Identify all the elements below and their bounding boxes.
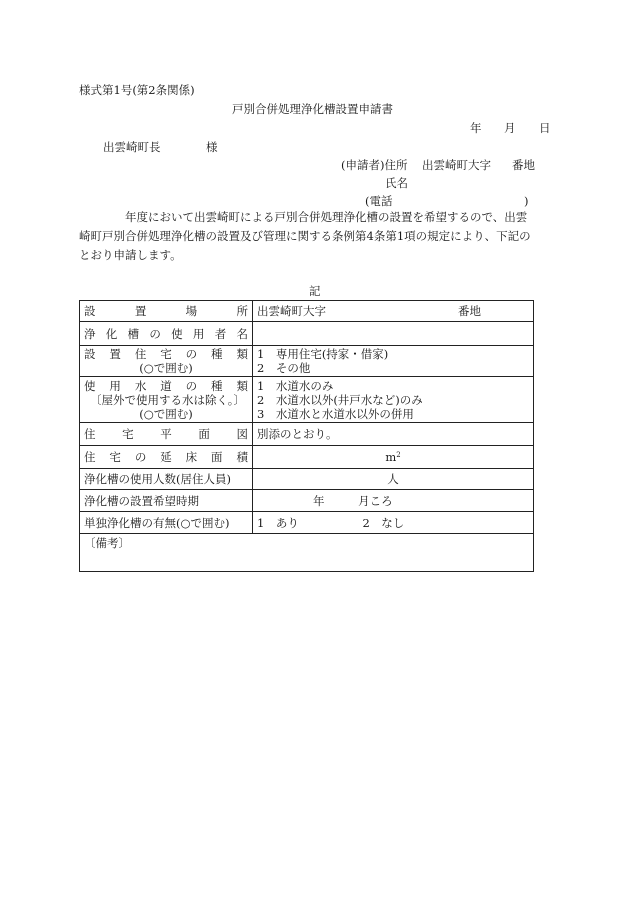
- label-char: 図: [236, 427, 248, 441]
- value-single-tank[interactable]: [253, 512, 534, 534]
- label-char: 住: [84, 450, 96, 464]
- remarks-cell[interactable]: [80, 534, 534, 572]
- install-year: 年: [313, 493, 325, 508]
- label-single-tank: 単独浄化槽の有無(○で囲む): [80, 512, 253, 534]
- label-char: の: [134, 450, 147, 464]
- label-char: 使: [84, 378, 96, 393]
- date-month-label: 月: [504, 121, 516, 135]
- table-row-occupants: [80, 469, 534, 490]
- value-install-time[interactable]: [253, 490, 534, 512]
- table-row-floor-area: [80, 446, 534, 469]
- form-number: 様式第1号(第2条関係): [79, 83, 195, 97]
- label-floor-area: [80, 446, 253, 469]
- label-char: 種: [211, 378, 223, 393]
- label-char: 槽: [127, 326, 140, 341]
- housing-option-1[interactable]: 1 専用住宅(持家・借家): [257, 347, 389, 361]
- label-char: 積: [236, 450, 248, 464]
- label-char: 置: [109, 347, 121, 361]
- location-town: 出雲崎町大字: [257, 304, 326, 318]
- ki-heading: 記: [309, 284, 321, 298]
- value-occupants[interactable]: [253, 469, 534, 490]
- floor-area-unit-exponent: 2: [396, 451, 401, 459]
- applicant-phone-open: (電話: [365, 194, 393, 208]
- applicant-address-town: 出雲崎町大字: [422, 158, 491, 172]
- date-day-label: 日: [539, 121, 551, 135]
- applicant-address-banchi: 番地: [512, 158, 535, 172]
- table-row-single-tank: [80, 512, 534, 534]
- label-char: 面: [198, 427, 210, 441]
- label-char: 水: [134, 378, 147, 393]
- label-sub: (○で囲む): [139, 361, 193, 375]
- label-char: の: [185, 347, 198, 361]
- table-row-location: [80, 301, 534, 322]
- label-char: 住: [84, 427, 96, 441]
- label-char: 化: [105, 326, 118, 341]
- value-location[interactable]: [253, 301, 534, 322]
- label-char: 使: [171, 326, 183, 341]
- label-char: 宅: [160, 347, 172, 361]
- applicant-address-label: (申請者)住所: [341, 158, 408, 172]
- value-floor-area[interactable]: [253, 446, 534, 469]
- water-option-1[interactable]: 1 水道水のみ: [257, 378, 334, 393]
- label-char: の: [149, 326, 161, 341]
- label-floor-plan: [80, 423, 253, 446]
- location-banchi: 番地: [458, 304, 481, 318]
- label-char: の: [185, 378, 198, 393]
- water-option-2[interactable]: 2 水道水以外(井戸水など)のみ: [257, 392, 423, 407]
- label-char: 類: [236, 347, 248, 361]
- application-paragraph: 年度において出雲崎町による戸別合併処理浄化槽の設置を希望するので、出雲崎町戸別合併処理浄化槽の設置及び管理に関する条例第4条第1項の規定により、下記のとおり申請します。: [79, 210, 531, 262]
- value-user-name[interactable]: [253, 322, 534, 346]
- addressee: 出雲崎町長: [103, 140, 161, 154]
- label-occupants: 浄化槽の使用人数(居住人員): [80, 469, 253, 490]
- label-char: 面: [211, 450, 223, 464]
- table-row-water-type: [80, 377, 534, 423]
- label-char: 置: [134, 304, 147, 318]
- label-char: 種: [211, 347, 223, 361]
- label-char: 類: [236, 378, 248, 393]
- remarks-label: 〔備考〕: [84, 536, 130, 550]
- value-water-type[interactable]: [253, 377, 534, 423]
- value-floor-plan: 別添のとおり。: [253, 423, 534, 446]
- occupants-unit: 人: [387, 472, 399, 486]
- install-month: 月ころ: [358, 493, 393, 508]
- addressee-honorific: 様: [206, 140, 218, 154]
- label-char: 宅: [122, 427, 134, 441]
- single-tank-option-2[interactable]: 2 なし: [362, 515, 405, 530]
- label-housing-type: [80, 346, 253, 377]
- label-char: 床: [185, 450, 198, 464]
- label-char: 所: [236, 304, 248, 318]
- label-char: 用: [192, 326, 205, 341]
- label-char: 住: [134, 347, 147, 361]
- label-char: 設: [84, 347, 96, 361]
- label-char: 用: [109, 378, 121, 393]
- table-row-floor-plan: [80, 423, 534, 446]
- water-option-3[interactable]: 3 水道水と水道水以外の併用: [257, 406, 414, 421]
- label-char: 宅: [109, 450, 121, 464]
- label-char: 平: [160, 427, 172, 441]
- date-year-label: 年: [470, 121, 482, 135]
- table-row-user-name: [80, 322, 534, 346]
- label-char: 設: [84, 304, 96, 318]
- label-water-type: [80, 377, 253, 423]
- value-housing-type[interactable]: [253, 346, 534, 377]
- label-user-name: [80, 322, 253, 346]
- label-sub: (○で囲む): [139, 406, 193, 421]
- table-row-housing-type: [80, 346, 534, 377]
- label-char: 道: [160, 378, 172, 393]
- floor-area-unit: m: [385, 450, 397, 464]
- label-location: [80, 301, 253, 322]
- label-char: 者: [214, 326, 227, 341]
- application-table: [79, 300, 534, 572]
- label-char: 場: [185, 304, 198, 318]
- table-row-install-time: [80, 490, 534, 512]
- label-char: 延: [160, 450, 172, 464]
- label-char: 名: [236, 326, 248, 341]
- label-sub: 〔屋外で使用する水は除く。〕: [90, 392, 246, 407]
- label-char: 浄: [84, 326, 96, 341]
- label-install-time: 浄化槽の設置希望時期: [80, 490, 253, 512]
- applicant-phone-close: ): [524, 194, 529, 208]
- housing-option-2[interactable]: 2 その他: [257, 361, 311, 375]
- applicant-name-label: 氏名: [385, 176, 408, 190]
- single-tank-option-1[interactable]: 1 あり: [257, 515, 299, 530]
- table-row-remarks: [80, 534, 534, 572]
- document-title: 戸別合併処理浄化槽設置申請書: [232, 102, 393, 116]
